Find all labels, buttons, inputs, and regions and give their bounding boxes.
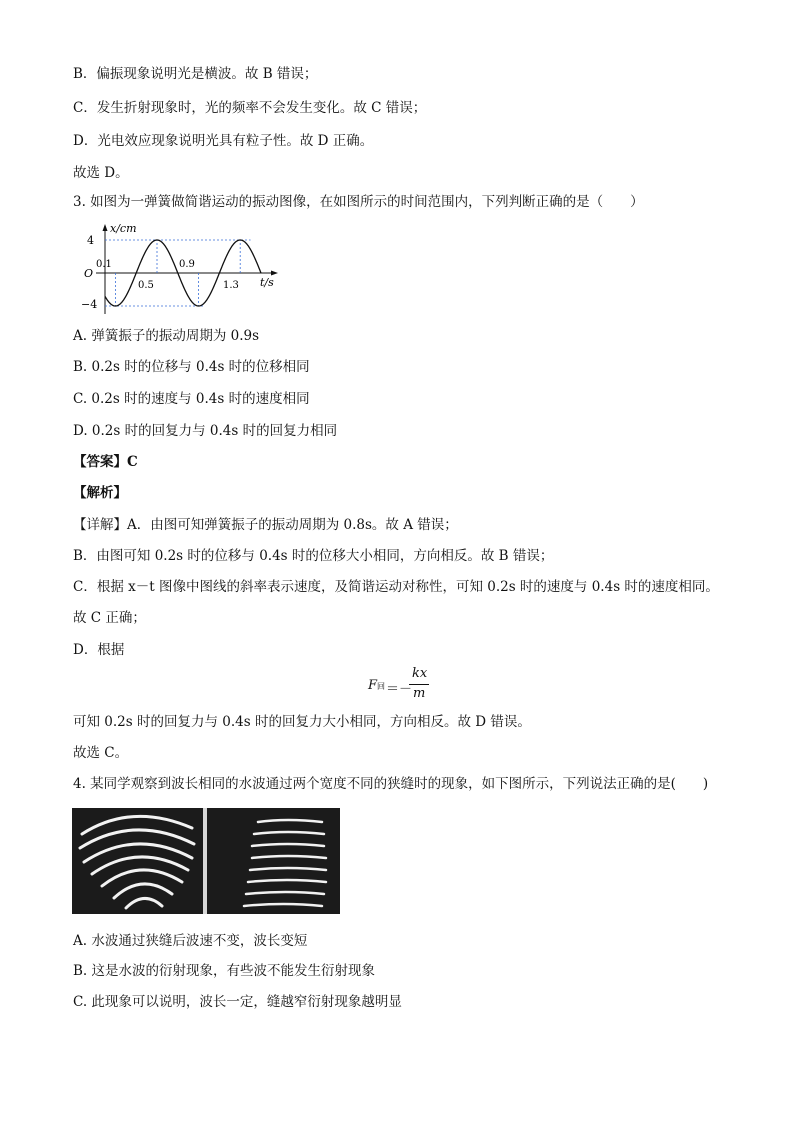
graph-y-top: 4 bbox=[87, 234, 94, 247]
detail-c: C．根据 x－t 图像中图线的斜率表示速度，及简谐运动对称性，可知 0.2s 时的速度与 0.4s 时的速度相同。 bbox=[73, 579, 719, 595]
formula-numerator: kx bbox=[412, 666, 428, 681]
detail-d: D．根据 bbox=[73, 642, 125, 658]
tick-label: 1.3 bbox=[223, 280, 239, 291]
option-4a: A. 水波通过狭缝后波速不变，波长变短 bbox=[73, 933, 308, 949]
line-choice-d: 故选 D。 bbox=[73, 165, 129, 181]
detail-a: 【详解】A．由图可知弹簧振子的振动周期为 0.8s。故 A 错误； bbox=[73, 517, 458, 533]
tick-label: 0.9 bbox=[179, 259, 195, 270]
option-4c: C. 此现象可以说明，波长一定，缝越窄衍射现象越明显 bbox=[73, 994, 402, 1010]
option-3c: C. 0.2s 时的速度与 0.4s 时的速度相同 bbox=[73, 391, 310, 407]
graph-xlabel: t/s bbox=[260, 276, 274, 289]
graph-ylabel: x/cm bbox=[110, 222, 137, 235]
oscillation-graph bbox=[78, 222, 288, 317]
line-b-prev: B．偏振现象说明光是横波。故 B 错误； bbox=[73, 66, 318, 82]
option-4b: B. 这是水波的衍射现象，有些波不能发生衍射现象 bbox=[73, 963, 376, 979]
restoring-force-formula bbox=[368, 666, 438, 706]
formula-denominator: m bbox=[413, 686, 426, 701]
option-3a: A. 弹簧振子的振动周期为 0.9s bbox=[73, 328, 260, 344]
answer-label: 【答案】C bbox=[73, 454, 138, 470]
analysis-label: 【解析】 bbox=[73, 485, 127, 501]
line-c-prev: C．发生折射现象时，光的频率不会发生变化。故 C 错误； bbox=[73, 100, 427, 116]
option-3b: B. 0.2s 时的位移与 0.4s 时的位移相同 bbox=[73, 359, 310, 375]
detail-d-cont: 可知 0.2s 时的回复力与 0.4s 时的回复力大小相同，方向相反。故 D 错误。 bbox=[73, 714, 531, 730]
water-wave-diffraction-photo bbox=[72, 808, 340, 914]
formula-f: F回 bbox=[368, 678, 386, 693]
formula-eq: ＝－ bbox=[386, 682, 413, 697]
detail-b: B．由图可知 0.2s 时的位移与 0.4s 时的位移大小相同，方向相反。故 B 错误； bbox=[73, 548, 554, 564]
line-choice-c: 故选 C。 bbox=[73, 745, 129, 761]
graph-origin: O bbox=[84, 267, 94, 280]
tick-label: 0.5 bbox=[138, 280, 154, 291]
graph-y-bottom: −4 bbox=[81, 298, 98, 311]
question-4: 4. 某同学观察到波长相同的水波通过两个宽度不同的狭缝时的现象，如下图所示，下列说法正确的是( ) bbox=[73, 776, 709, 792]
tick-label: 0.1 bbox=[96, 259, 112, 270]
option-3d: D. 0.2s 时的回复力与 0.4s 时的回复力相同 bbox=[73, 423, 338, 439]
question-3: 3. 如图为一弹簧做简谐运动的振动图像，在如图所示的时间范围内，下列判断正确的是（ ） bbox=[73, 194, 644, 210]
line-d-prev: D．光电效应现象说明光具有粒子性。故 D 正确。 bbox=[73, 133, 374, 149]
detail-c-cont: 故 C 正确； bbox=[73, 610, 146, 626]
fraction-bar bbox=[409, 684, 429, 685]
